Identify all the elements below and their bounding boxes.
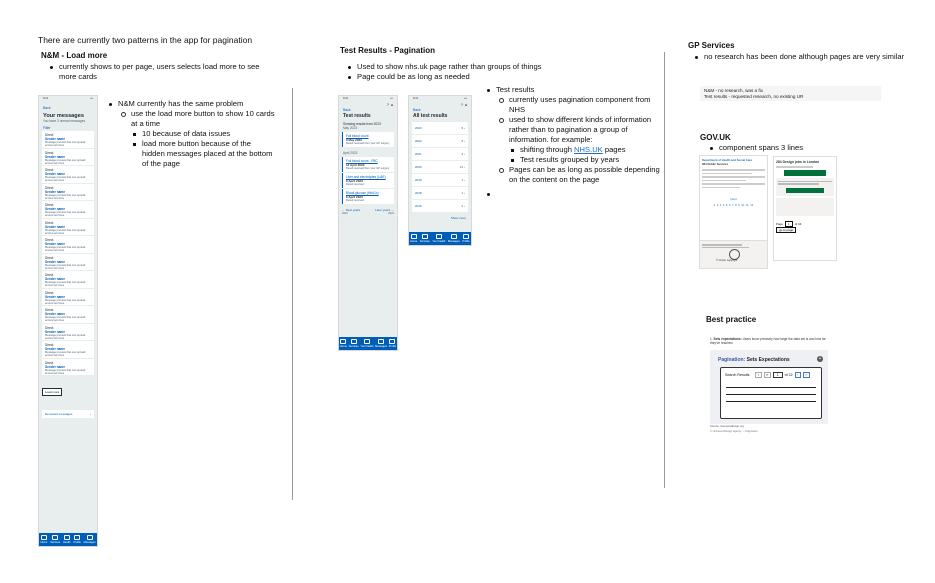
back-link[interactable]: Back [43,106,51,110]
message-card[interactable] [42,184,94,202]
pagination-next-label: Later years [375,208,391,212]
tab-label: Profile [388,345,397,348]
govuk-page-label: Page [776,221,784,226]
year-label: 2022 [415,139,422,143]
govuk-page-link[interactable]: 5 [725,203,728,207]
tab-label: Services [50,541,61,544]
govuk-page-link[interactable]: 9 [738,203,740,207]
test-note-item-prefix: shifting through [520,145,575,154]
tab-icon [389,339,395,344]
govuk-right-heading: 284 Design jobs in London [776,160,820,164]
message-preview: across two lines [45,301,65,305]
message-preview: Message preview that can spread [45,141,86,144]
showing-results-text: Showing results from 2023 [343,122,381,126]
message-preview: across two lines [45,354,65,357]
year-row[interactable] [412,174,468,187]
message-sender: Sender name [45,189,66,194]
year-label: 2019 [415,178,422,182]
year-count: 12 [459,165,464,169]
removed-messages-label: Removed messages [45,412,73,416]
search-results-label: Search Results [725,373,750,377]
chevron-right-icon: › [90,412,91,416]
message-from: Direct [45,168,54,172]
year-row[interactable] [412,135,468,148]
help-icon[interactable]: ? [386,103,389,107]
message-from: Direct [45,255,54,260]
card-title-prefix: Pagination: [718,357,746,363]
pagination-next[interactable]: Later years → [375,208,394,212]
result-card[interactable] [342,189,394,204]
test-note-main-text: Test results [496,85,535,94]
message-sender: Sender name [45,207,66,211]
tab-label: Profile [73,541,81,544]
show-more-link[interactable]: Show more [450,216,466,220]
message-sender: Sender name [45,224,66,229]
message-from: Direct [45,203,54,207]
tab-label: Health [63,541,71,544]
all-results-title: All test results [413,113,448,119]
tab-label: Messages [83,541,96,544]
test-note-sub: Pages can be as long as possible depending on the content on the page [496,165,663,185]
tab-item[interactable] [40,535,47,544]
result-date: 6 April 2023 [346,195,363,199]
tab-item[interactable] [432,234,445,243]
message-preview: Message preview that can spread [45,211,86,214]
tab-icon [378,339,384,344]
govuk-page-link[interactable]: 1 [713,203,716,207]
back-link[interactable]: Back [413,108,421,112]
source-link[interactable]: thenewsdesign.org [720,424,744,428]
chevron-right-icon: › [464,204,465,208]
year-row[interactable] [412,161,468,174]
chevron-right-icon: › [464,165,465,169]
first-page-button[interactable]: « [764,372,771,378]
plus-icon: + [818,356,822,362]
go-to-page-button[interactable]: go to page [776,227,796,233]
tab-label: Messages [375,345,387,348]
message-from: Direct [45,273,54,277]
tab-icon [364,339,370,344]
message-preview: across two lines [45,319,65,322]
chevron-right-icon: › [464,139,465,143]
tab-bar [339,337,397,350]
govuk-next-link[interactable]: Next [730,197,737,201]
message-preview: Message preview that can spread [45,333,86,337]
message-sender: Sender name [45,277,66,281]
year-list [409,122,471,213]
pagination-previous-label: Next years [345,208,361,212]
result-name: Full blood count - FBC [346,159,378,163]
message-from: Direct [45,360,54,365]
tab-item[interactable] [375,339,387,348]
message-card[interactable] [42,219,94,237]
profile-icon[interactable]: ● [464,103,467,107]
column-divider [664,52,665,488]
year-label: 2021 [415,152,422,156]
best-practice-footer: © Universal Design Agency — Pagination [710,430,758,433]
message-preview: Message preview that can spread [45,228,86,232]
year-label: 2020 [415,165,422,169]
page-number-input[interactable]: 1 [773,372,783,378]
message-preview: Message preview that can spread [45,263,86,267]
message-preview: across two lines [45,231,65,235]
message-from: Direct [45,150,54,155]
nm-note-sub [118,109,275,169]
tab-icon [436,234,442,239]
nm-note-item: 10 because of data issues [131,129,275,139]
govuk-search-screenshot [699,155,768,241]
tab-label: Home [339,345,347,348]
message-preview: Message preview that can spread [45,176,86,179]
column-divider [292,88,293,500]
message-list [39,131,97,376]
message-from: Direct [45,343,54,347]
test-bullet: Used to show nhs.uk page rather than groups of things [344,62,594,72]
apply-button[interactable] [786,188,824,193]
message-card[interactable] [42,131,94,149]
message-card[interactable] [42,341,94,359]
nm-phone: 9:41 ▪▪▪ Back Your messages You have 3 unread messages Filter Direct Sender name Message preview that can spread across two lines Direct Sender name Message preview that can spread across two lines Direct Sender name Message preview that can spread across two lines Direct Sender name Message preview that can spread across two lines Direct Sender name Message preview that can spread across two lines Direct Sender name Message preview that can spread across two lines Direct Sender name Message preview that can spread across two lines Direct Sender name Message preview that can spread across two lines Direct Sender name Message preview that can spread across two lines Direct Sender name Message preview that can spread across two lines Direct Sender name Message preview that can spread across two lines Direct Sender name Message preview that can spread across two lines Direct Sender name Message preview that can spread across two lines Direct Sender name Message preview that can spread across two lines Load more Removed messages › Home Services Health Profile Messages [38,95,98,547]
year-count: 2 [461,204,464,208]
govuk-left-line: 284 Public Services [702,162,729,166]
govuk-jobs-screenshot [773,156,837,261]
message-card[interactable] [42,306,94,324]
gp-note: Test results - requested research, no existing UR [704,93,804,99]
month-heading: April 2023 [343,151,358,155]
nm-note-item: load more button because of the hidden messages placed at the bottom of the page [131,139,275,169]
tab-label: Your health [432,240,446,243]
test-bullet: Page could be as long as needed [344,72,594,82]
message-card[interactable] [42,254,94,272]
govuk-page-link[interactable]: 7 [732,203,734,207]
govuk-page-link[interactable]: 2 [716,203,719,207]
test-note-item: Test results grouped by years [509,155,663,165]
tab-item[interactable] [410,234,417,243]
test-results-title: Test results [343,113,371,119]
gp-title: GP Services [688,41,735,50]
test-note-sub [496,115,663,165]
result-card[interactable] [342,157,394,172]
tab-icon [41,535,47,540]
tab-label: Messages [447,240,460,243]
result-date: 6 April 2023 [346,179,363,183]
messages-subtitle: You have 3 unread messages [43,119,86,123]
test-title: Test Results - Pagination [340,46,435,55]
govuk-page-link[interactable]: 3 [719,203,722,207]
message-preview: Message preview that can spread [45,351,86,354]
tab-icon [411,234,417,239]
result-date: 14 April 2023 [346,163,365,167]
message-card[interactable] [42,289,94,307]
tab-item[interactable] [73,535,80,544]
pagination-next-year: 2024 [388,212,394,215]
test-note-sub-text: used to show different kinds of information rather than to pagination a group of information. for example: [509,115,652,144]
year-count: 3 [461,152,464,156]
prev-page-button[interactable]: ‹ [755,372,761,378]
best-practice-point-text: Users know precisely how large the data set is and how far they've reached. [710,337,826,346]
message-from: Direct [45,308,54,312]
messages-title: Your messages [43,113,84,119]
message-card[interactable] [42,236,94,254]
pagination [339,205,397,212]
message-sender: Sender name [45,364,66,369]
card-title: Sets Expectations [746,357,790,363]
nhs-uk-link[interactable]: NHS.UK [574,145,603,154]
tab-item[interactable] [50,535,60,544]
search-button[interactable] [784,170,826,176]
message-from: Direct [45,238,54,242]
next-page-button[interactable]: › [795,372,801,378]
gp-notes-box [700,86,881,101]
tab-bar [409,232,471,245]
year-label: 2023 [415,126,422,130]
tab-icon [422,234,428,239]
removed-messages-link[interactable] [42,410,94,418]
message-sender: Sender name [45,347,66,351]
year-count: 4 [461,178,464,182]
chevron-right-icon: › [464,191,465,195]
message-sender: Sender name [45,172,66,176]
message-sender: Sender name [45,329,66,334]
result-desc: Result received from your GP surgery [346,167,390,170]
result-desc: Result received [346,199,364,202]
gp-bullet: no research has been done although pages are very similar [691,52,911,62]
year-row[interactable] [412,122,468,135]
chevron-right-icon: › [464,152,465,156]
back-link[interactable]: Back [343,108,351,112]
chevron-right-icon: › [464,178,465,182]
govuk-bullet: component spans 3 lines [706,143,906,153]
intro-text: There are currently two patterns in the app for pagination [38,35,253,45]
govuk-page-list [700,203,767,207]
message-preview: Message preview that can spread [45,368,86,372]
best-practice-screenshot [707,335,831,437]
year-row[interactable] [412,200,468,213]
govuk-page-link[interactable]: 12 [750,203,754,207]
govuk-footer [699,240,768,269]
gp-note: N&M - no research, was a fix [704,88,763,93]
message-preview: Message preview that can spread [45,298,86,302]
message-sender: Sender name [45,137,66,141]
pagination-previous-year: 2022 [342,212,348,215]
month-heading: May 2023 [343,126,357,130]
message-sender: Sender name [45,154,66,159]
tab-item[interactable] [462,234,469,243]
message-from: Direct [45,290,54,295]
nm-note-main-text: N&M currently has the same problem [118,99,244,108]
message-preview: across two lines [45,179,65,182]
best-practice-point-label: Sets expectations: [713,337,742,341]
source-label: Source: [710,424,721,428]
message-preview: across two lines [45,371,65,375]
best-practice-source [710,424,744,428]
tab-icon [463,234,469,239]
message-sender: Sender name [45,294,66,299]
pagination-row [721,368,821,382]
message-preview: across two lines [45,144,65,147]
load-more-button[interactable]: Load more [42,388,62,396]
tab-item[interactable] [448,234,460,243]
message-sender: Sender name [45,312,66,316]
help-icon[interactable]: ? [460,103,463,107]
govuk-title: GOV.UK [700,133,731,142]
govuk-page-link[interactable]: 6 [728,203,731,207]
message-preview: Message preview that can spread [45,193,86,197]
message-preview: across two lines [45,196,65,200]
empty-bullet [483,189,663,199]
message-preview: Message preview that can spread [45,281,86,284]
year-row[interactable] [412,148,468,161]
year-label: 2018 [415,191,422,195]
message-preview: across two lines [45,266,65,270]
message-from: Direct [45,325,54,330]
tab-item[interactable] [389,339,396,348]
govuk-page-input[interactable]: 1 [785,221,793,227]
result-card[interactable] [342,173,394,188]
message-preview: Message preview that can spread [45,158,86,162]
tab-icon [52,535,58,540]
tab-icon [64,535,70,540]
message-card[interactable] [42,324,94,342]
tab-label: Services [419,240,430,243]
result-date: 9 May 2023 [346,138,362,142]
govuk-page-link[interactable]: 10 [741,203,745,207]
message-sender: Sender name [45,242,66,246]
tab-item[interactable] [84,535,96,544]
nm-bullet: currently shows to per page, users selects load more to see more cards [46,62,271,82]
govuk-page-of: of 34 [794,221,802,226]
tab-icon [74,535,80,540]
chevron-right-icon: › [464,126,465,130]
test-results-phone: 9:41 ▪▪▪ ? ● Back Test results Showing results from 2023 May 2023 Full blood count 9 May 2023 Result received from your GP surgery April 2023 Full blood count - FBC 14 April 2023 Result received from your GP surgery Liver and electrolytes (U&E) 6 April 2023 Result received Blood glucose (HbA1c) 6 April 2023 Result received ← Next years Later years → 2022 2024 Home Services Your health Messages Profile [338,95,398,351]
all-test-results-phone: 9:41 ▪▪▪ ? ● Back All test results 2023 5 › 2022 8 › 2021 3 › 2020 12 › 2019 4 › 2018 1 › 2016 2 › Show more Home Services Your health Messages Profile [408,95,472,246]
result-name: Blood glucose (HbA1c) [346,191,379,195]
tab-icon [87,535,93,540]
nm-note-main [105,99,275,169]
nm-note-sub-text: use the load more button to show 10 cards at a time [131,109,275,128]
year-label: 2016 [415,204,422,208]
message-card[interactable] [42,149,94,167]
tab-icon [351,339,357,344]
message-card[interactable] [42,271,94,289]
tab-item[interactable] [340,339,347,348]
tab-label: Profile [462,240,470,243]
page-count: of 22 [784,373,793,377]
message-from: Direct [45,220,54,225]
message-sender: Sender name [45,259,66,264]
profile-icon[interactable]: ● [390,103,393,107]
message-from: Direct [45,185,54,190]
tab-item[interactable] [360,339,373,348]
message-from: Direct [45,133,54,137]
year-row[interactable] [412,187,468,200]
last-page-button[interactable]: » [803,372,810,378]
message-card[interactable] [42,359,94,377]
result-name: Liver and electrolytes (U&E) [346,175,386,179]
tab-bar [39,533,97,546]
message-preview: across two lines [45,284,65,287]
test-note-item [509,145,663,155]
govuk-page-link[interactable]: 4 [722,203,725,207]
message-preview: across two lines [45,336,65,340]
year-count: 5 [461,126,464,130]
message-preview: across two lines [45,161,65,165]
result-desc: Result received from your GP surgery [346,142,390,145]
govuk-page-input-row [774,218,836,227]
message-preview: across two lines [45,249,65,252]
year-count: 1 [461,191,464,195]
pagination-previous[interactable]: ← Next years [342,208,361,212]
govuk-left-heading: Department of Health and Social Care [702,158,753,162]
tab-item[interactable] [420,234,430,243]
result-card[interactable] [342,132,394,147]
message-card[interactable] [42,201,94,219]
result-desc: Result received [346,183,364,186]
message-preview: Message preview that can spread [45,246,86,249]
tab-item[interactable] [63,535,71,544]
message-card[interactable] [42,166,94,184]
result-name: Full blood count [346,134,369,138]
tab-label: Your health [360,345,374,348]
test-note-main [483,85,663,185]
search-results-mock [720,367,822,419]
govuk-page-link[interactable]: 8 [735,203,737,207]
tab-item[interactable] [349,339,359,348]
tab-label: Home [410,240,418,243]
year-count: 8 [461,139,464,143]
test-note-sub: currently uses pagination component from NHS [496,95,663,115]
tab-icon [340,339,346,344]
best-practice-title: Best practice [706,315,757,324]
crown-copyright: © Crown copyright [716,259,738,262]
best-practice-point: 1. Sets expectations: Users know precisely how large the data set is and how far they've reached. [710,337,826,346]
message-preview: across two lines [45,214,65,217]
tab-label: Home [40,541,48,544]
nm-title: N&M - Load more [41,51,108,60]
test-note-item-suffix: pages [602,145,626,154]
govuk-page-link[interactable]: 11 [745,203,749,207]
message-preview: Message preview that can spread [45,316,86,319]
filter-link[interactable]: Filter [43,126,51,130]
tab-label: Services [348,345,359,348]
tab-icon [451,234,457,239]
